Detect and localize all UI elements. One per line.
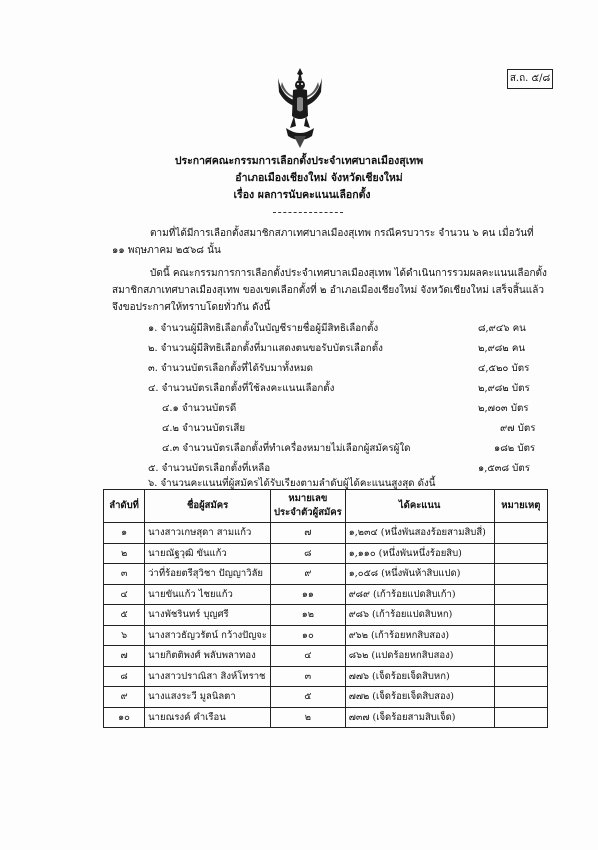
header-subject: เรื่อง ผลการนับคะแนนเลือกตั้ง xyxy=(233,189,371,201)
summary-item xyxy=(148,462,270,476)
table-row xyxy=(104,584,548,605)
intro-paragraph-1-line-1: ตามที่ได้มีการเลือกตั้งสมาชิกสภาเทศบาลเมืองสุเทพ กรณีครบวาระ จำนวน ๖ คน เมื่อวันที่ xyxy=(150,228,534,239)
cell-votes: ๗๗๒ (เจ็ดร้อยเจ็ดสิบสอง) xyxy=(345,687,494,708)
cell-name: ว่าที่ร้อยตรีสุวิชา ปัญญาวิลัย xyxy=(145,564,271,585)
cell-name: นายกิตติพงศ์ พลับพลาทอง xyxy=(145,646,271,667)
cell-note xyxy=(494,646,547,667)
table-row xyxy=(104,666,548,687)
cell-note xyxy=(494,687,547,708)
document-header xyxy=(0,153,598,204)
summary-value: ๑,๕๓๘ บัตร xyxy=(478,463,530,474)
summary-label: ๔.๒ จำนวนบัตรเสีย xyxy=(162,423,246,434)
summary-item xyxy=(162,402,236,416)
summary-item xyxy=(148,382,334,396)
intro-paragraph-2-line-2: สมาชิกสภาเทศบาลเมืองสุเทพ ของเขตเลือกตั้งที่ ๒ อำเภอเมืองเชียงใหม่ จังหวัดเชียงใหม่ เสร็จสิ้นแล้ว xyxy=(112,285,544,296)
table-header-row xyxy=(104,490,548,523)
summary-value: ๙๗ บัตร xyxy=(500,423,536,434)
cell-rank: ๘ xyxy=(104,666,145,687)
intro-paragraph-2-line-1: บัดนี้ คณะกรรมการการเลือกตั้งประจำเทศบาลเมืองสุเทพ ได้ดำเนินการรวมผลคะแนนเลือกตั้ง xyxy=(150,268,547,279)
column-header-name: ชื่อผู้สมัคร xyxy=(145,490,271,523)
cell-note xyxy=(494,523,547,544)
cell-rank: ๙ xyxy=(104,687,145,708)
table-row xyxy=(104,605,548,626)
column-header-votes: ได้คะแนน xyxy=(345,490,494,523)
garuda-emblem xyxy=(276,66,324,148)
header-title: ประกาศคณะกรรมการเลือกตั้งประจำเทศบาลเมืองสุเทพ xyxy=(174,155,424,167)
summary-label: ๑. จำนวนผู้มีสิทธิเลือกตั้งในบัญชีรายชื่อผู้มีสิทธิเลือกตั้ง xyxy=(148,323,379,334)
column-header-number-line-1: หมายเลข xyxy=(288,493,328,504)
form-code-box: ส.ถ. ๕/๘ xyxy=(507,69,553,89)
intro-paragraph-1-line-2: ๑๑ พฤษภาคม ๒๕๖๘ นั้น xyxy=(112,245,221,256)
summary-value: ๑๘๒ บัตร xyxy=(494,443,536,454)
cell-rank: ๕ xyxy=(104,605,145,626)
header-district: อำเภอเมืองเชียงใหม่ จังหวัดเชียงใหม่ xyxy=(235,172,403,184)
table-row xyxy=(104,707,548,728)
summary-item xyxy=(148,362,313,376)
cell-votes: ๙๖๒ (เก้าร้อยหกสิบสอง) xyxy=(345,625,494,646)
cell-number: ๕ xyxy=(270,687,345,708)
table-row xyxy=(104,543,548,564)
cell-number: ๒ xyxy=(270,707,345,728)
cell-number: ๗ xyxy=(270,523,345,544)
cell-name: นางสาวเกษสุดา สามแก้ว xyxy=(145,523,271,544)
cell-number: ๘ xyxy=(270,543,345,564)
cell-name: นายขันแก้ว ไชยแก้ว xyxy=(145,584,271,605)
cell-votes: ๗๗๖ (เจ็ดร้อยเจ็ดสิบหก) xyxy=(345,666,494,687)
cell-note xyxy=(494,666,547,687)
summary-item xyxy=(162,442,410,456)
column-header-note: หมายเหตุ xyxy=(494,490,547,523)
cell-votes: ๙๘๖ (เก้าร้อยแปดสิบหก) xyxy=(345,605,494,626)
summary-value: ๔,๕๒๐ บัตร xyxy=(478,363,530,374)
cell-rank: ๑๐ xyxy=(104,707,145,728)
table-row xyxy=(104,687,548,708)
intro-paragraph-2-line-3: จึงขอประกาศให้ทราบโดยทั่วกัน ดังนี้ xyxy=(112,302,271,313)
summary-label: ๔.๑ จำนวนบัตรดี xyxy=(162,403,237,414)
header-divider xyxy=(273,212,343,213)
table-row xyxy=(104,625,548,646)
cell-note xyxy=(494,605,547,626)
cell-name: นางสาวปราณิสา สิงห์โทราช xyxy=(145,666,271,687)
summary-label: ๕. จำนวนบัตรเลือกตั้งที่เหลือ xyxy=(148,463,271,474)
table-row xyxy=(104,646,548,667)
cell-votes: ๑,๑๑๐ (หนึ่งพันหนึ่งร้อยสิบ) xyxy=(345,543,494,564)
cell-rank: ๔ xyxy=(104,584,145,605)
column-header-number xyxy=(270,490,345,523)
cell-name: นายณรงค์ คำเรือน xyxy=(145,707,271,728)
cell-votes: ๑,๐๕๘ (หนึ่งพันห้าสิบแปด) xyxy=(345,564,494,585)
column-header-number-line-2: ประจำตัวผู้สมัคร xyxy=(273,507,342,518)
cell-note xyxy=(494,584,547,605)
cell-rank: ๗ xyxy=(104,646,145,667)
results-table xyxy=(103,489,548,728)
cell-name: นางแสงระวี มูลนิลตา xyxy=(145,687,271,708)
cell-number: ๑๐ xyxy=(270,625,345,646)
column-header-rank: ลำดับที่ xyxy=(104,490,145,523)
cell-votes: ๑,๒๓๔ (หนึ่งพันสองร้อยสามสิบสี่) xyxy=(345,523,494,544)
cell-note xyxy=(494,707,547,728)
cell-number: ๑๑ xyxy=(270,584,345,605)
cell-number: ๑๒ xyxy=(270,605,345,626)
summary-item xyxy=(148,342,383,356)
summary-value: ๒,๙๘๒ บัตร xyxy=(478,383,530,394)
table-row xyxy=(104,564,548,585)
cell-rank: ๒ xyxy=(104,543,145,564)
summary-value: ๒,๙๘๒ คน xyxy=(478,343,526,354)
cell-votes: ๘๖๒ (แปดร้อยหกสิบสอง) xyxy=(345,646,494,667)
summary-label: ๒. จำนวนผู้มีสิทธิเลือกตั้งที่มาแสดงตนขอรับบัตรเลือกตั้ง xyxy=(148,343,383,354)
cell-name: นางสาวธัญวรัตน์ กว้างปัญจะ xyxy=(145,625,271,646)
cell-note xyxy=(494,564,547,585)
cell-rank: ๖ xyxy=(104,625,145,646)
summary-value: ๘,๙๔๖ คน xyxy=(478,323,526,334)
cell-number: ๙ xyxy=(270,564,345,585)
summary-item xyxy=(148,322,378,336)
cell-votes: ๗๓๗ (เจ็ดร้อยสามสิบเจ็ด) xyxy=(345,707,494,728)
summary-label: ๔.๓ จำนวนบัตรเลือกตั้งที่ทำเครื่องหมายไม่เลือกผู้สมัครผู้ใด xyxy=(162,443,411,454)
summary-label: ๖. จำนวนคะแนนที่ผู้สมัครได้รับเรียงตามลำดับผู้ได้คะแนนสูงสุด ดังนี้ xyxy=(148,478,436,489)
summary-value: ๒,๗๐๓ บัตร xyxy=(478,403,529,414)
summary-label: ๔. จำนวนบัตรเลือกตั้งที่ใช้ลงคะแนนเลือกตั้ง xyxy=(148,383,335,394)
cell-number: ๔ xyxy=(270,646,345,667)
table-row xyxy=(104,523,548,544)
cell-name: นายณัฐวุฒิ ขันแก้ว xyxy=(145,543,271,564)
cell-note xyxy=(494,625,547,646)
cell-rank: ๑ xyxy=(104,523,145,544)
cell-votes: ๙๘๙ (เก้าร้อยแปดสิบเก้า) xyxy=(345,584,494,605)
summary-label: ๓. จำนวนบัตรเลือกตั้งที่ได้รับมาทั้งหมด xyxy=(148,363,313,374)
cell-number: ๓ xyxy=(270,666,345,687)
cell-name: นางพัชรินทร์ บุญศรี xyxy=(145,605,271,626)
cell-note xyxy=(494,543,547,564)
cell-rank: ๓ xyxy=(104,564,145,585)
summary-item xyxy=(162,422,245,436)
